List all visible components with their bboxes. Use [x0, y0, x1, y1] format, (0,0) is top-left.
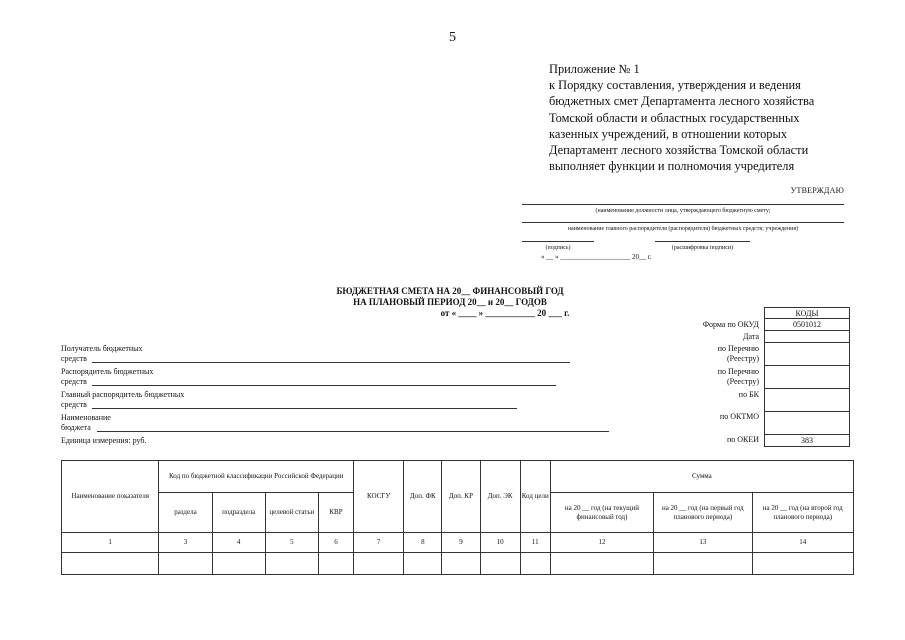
- recipient-field[interactable]: [92, 362, 570, 363]
- budget-label-1: Наименование: [61, 413, 111, 422]
- page-number: 5: [449, 30, 456, 45]
- col-number: 13: [654, 533, 752, 553]
- data-cell[interactable]: [520, 553, 550, 575]
- manager-caption: наименование главного распорядителя (распорядителя) бюджетных средств; учреждения): [567, 226, 799, 232]
- position-line[interactable]: [522, 204, 844, 205]
- data-cell[interactable]: [62, 553, 159, 575]
- list2-label: по Перечню (Реестру): [717, 367, 759, 386]
- data-cell[interactable]: [354, 553, 404, 575]
- signature-caption: (подпись): [545, 245, 571, 251]
- col-number: 14: [752, 533, 853, 553]
- col-number: 7: [354, 533, 404, 553]
- manager-label-1: Распорядитель бюджетных: [61, 367, 154, 376]
- col-number: 9: [442, 533, 480, 553]
- decoding-line[interactable]: [655, 241, 750, 242]
- date-label: Дата: [743, 332, 759, 341]
- data-cell[interactable]: [442, 553, 480, 575]
- col-number: 11: [520, 533, 550, 553]
- appendix-line: Томской области и областных государственных: [549, 110, 800, 125]
- bk-value[interactable]: [765, 389, 850, 412]
- data-cell[interactable]: [654, 553, 752, 575]
- chief-manager-field[interactable]: [92, 408, 517, 409]
- chief-manager-label-2: средств: [61, 400, 87, 409]
- oktmo-value[interactable]: [765, 412, 850, 435]
- kvr-header: КВР: [318, 493, 353, 533]
- year3-header: на 20 __ год (на второй год планового периода): [752, 493, 853, 533]
- list1-value[interactable]: [765, 343, 850, 366]
- okei-value[interactable]: 383: [765, 435, 850, 447]
- decoding-caption: (расшифровка подписи): [671, 245, 734, 251]
- col-number: 8: [404, 533, 442, 553]
- list1-label: по Перечню (Реестру): [717, 344, 759, 363]
- manager-line[interactable]: [522, 222, 844, 223]
- okud-value[interactable]: 0501012: [765, 319, 850, 331]
- approval-heading: УТВЕРЖДАЮ: [790, 186, 844, 195]
- data-cell[interactable]: [404, 553, 442, 575]
- title-line-3: от « ____ » ___________ 20 ___ г.: [440, 308, 570, 318]
- budget-table: [61, 460, 854, 575]
- data-cell[interactable]: [212, 553, 265, 575]
- unit-label: Единица измерения: руб.: [61, 436, 147, 445]
- dop-fk-header: Доп. ФК: [404, 461, 442, 533]
- oktmo-label: по ОКТМО: [719, 412, 759, 421]
- bk-label: по БК: [738, 390, 759, 399]
- okud-label: Форма по ОКУД: [702, 320, 759, 329]
- title-line-1: БЮДЖЕТНАЯ СМЕТА НА 20__ ФИНАНСОВЫЙ ГОД: [336, 286, 564, 296]
- data-cell[interactable]: [550, 553, 653, 575]
- budget-field[interactable]: [97, 431, 609, 432]
- col-number: 3: [159, 533, 212, 553]
- dop-kr-header: Доп. КР: [442, 461, 480, 533]
- appendix-line: Приложение № 1: [549, 62, 640, 76]
- recipient-label-2: средств: [61, 354, 87, 363]
- target-header: целевой статьи: [265, 493, 318, 533]
- list2-value[interactable]: [765, 366, 850, 389]
- kosgu-header: КОСГУ: [354, 461, 404, 533]
- data-cell[interactable]: [480, 553, 520, 575]
- col-name-header: Наименование показателя: [62, 461, 159, 533]
- year2-header: на 20 __ год (на первый год планового периода): [654, 493, 752, 533]
- col-number: 6: [318, 533, 353, 553]
- recipient-label-1: Получатель бюджетных: [61, 344, 143, 353]
- col-number: 5: [265, 533, 318, 553]
- okei-label: по ОКЕИ: [726, 435, 759, 444]
- data-cell[interactable]: [159, 553, 212, 575]
- appendix-line: бюджетных смет Департамента лесного хозяйства: [549, 94, 815, 109]
- col-number: 10: [480, 533, 520, 553]
- signature-line[interactable]: [522, 241, 594, 242]
- appendix-line: Департамент лесного хозяйства Томской области: [549, 143, 809, 158]
- data-cell[interactable]: [752, 553, 853, 575]
- codes-table: [764, 307, 850, 447]
- podrazdel-header: подраздела: [212, 493, 265, 533]
- year1-header: на 20 __ год (на текущий финансовый год): [550, 493, 653, 533]
- approval-date: « __ » ____________________ 20__ г.: [541, 253, 652, 261]
- sum-header: Сумма: [550, 461, 853, 493]
- chief-manager-label-1: Главный распорядитель бюджетных: [61, 390, 185, 399]
- budget-label-2: бюджета: [61, 423, 91, 432]
- manager-label-2: средств: [61, 377, 87, 386]
- appendix-note: [549, 61, 869, 174]
- manager-field[interactable]: [92, 385, 556, 386]
- kod-celi-header: Код цели: [520, 461, 550, 533]
- razdel-header: раздела: [159, 493, 212, 533]
- title-line-2: НА ПЛАНОВЫЙ ПЕРИОД 20__ и 20__ ГОДОВ: [353, 297, 547, 307]
- appendix-line: к Порядку составления, утверждения и ведения: [549, 78, 801, 93]
- document-title: [300, 286, 600, 319]
- position-caption: (наименование должности лица, утверждающего бюджетную смету;: [595, 208, 771, 214]
- bk-group-header: Код по бюджетной классификации Российской Федерации: [159, 461, 354, 493]
- col-number: 1: [62, 533, 159, 553]
- col-number: 4: [212, 533, 265, 553]
- codes-header: КОДЫ: [765, 308, 850, 319]
- dop-ek-header: Доп. ЭК: [480, 461, 520, 533]
- col-number: 12: [550, 533, 653, 553]
- data-cell[interactable]: [265, 553, 318, 575]
- appendix-line: казенных учреждений, в отношении которых: [549, 126, 788, 141]
- appendix-line: выполняет функции и полномочия учредителя: [549, 159, 795, 174]
- data-cell[interactable]: [318, 553, 353, 575]
- date-value[interactable]: [765, 331, 850, 343]
